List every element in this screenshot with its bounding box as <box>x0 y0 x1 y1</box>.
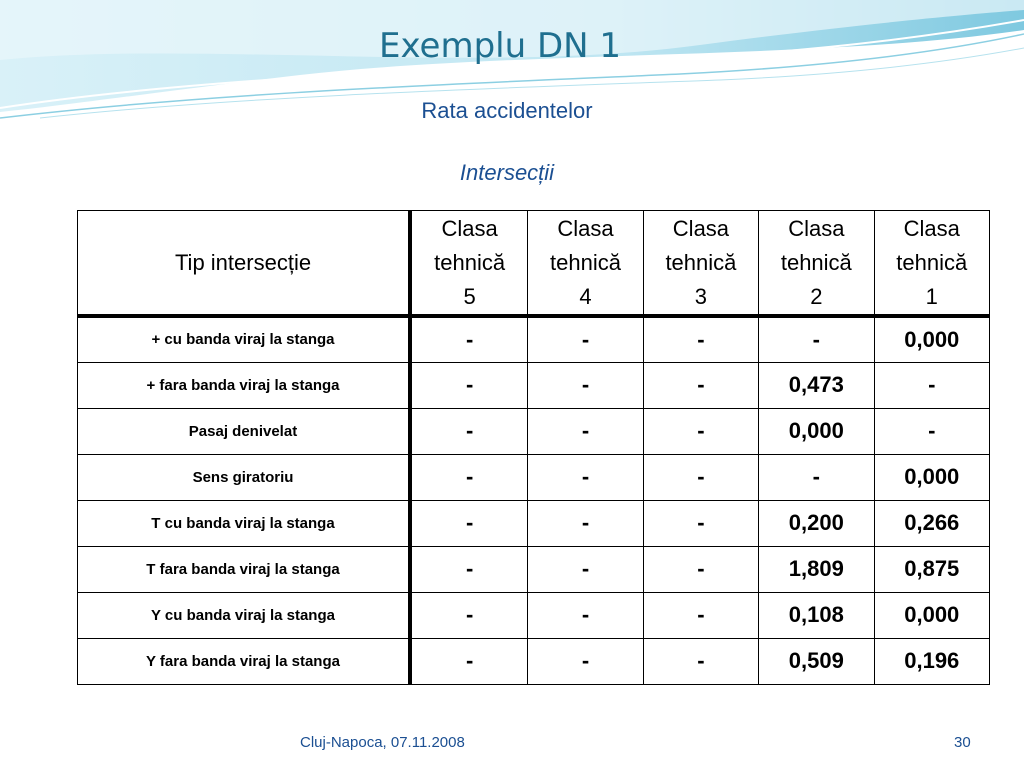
value-class-5: - <box>410 500 528 546</box>
value-class-3: - <box>643 638 758 684</box>
value-class-1: 0,266 <box>874 500 989 546</box>
value-class-3: - <box>643 500 758 546</box>
value-class-4: - <box>528 500 643 546</box>
value-class-1: 0,875 <box>874 546 989 592</box>
header-intersection-type: Tip intersecție <box>78 211 411 317</box>
intersection-type-cell: + cu banda viraj la stanga <box>78 316 411 362</box>
value-class-1: 0,000 <box>874 592 989 638</box>
value-class-4: - <box>528 546 643 592</box>
value-class-1: 0,000 <box>874 316 989 362</box>
intersection-type-cell: + fara banda viraj la stanga <box>78 362 411 408</box>
value-class-2: 0,509 <box>759 638 874 684</box>
table-row <box>78 638 990 684</box>
value-class-5: - <box>410 408 528 454</box>
header-class-2: Clasa tehnică 2 <box>759 211 874 317</box>
intersection-type-cell: Y cu banda viraj la stanga <box>78 592 411 638</box>
header-class-4: Clasa tehnică 4 <box>528 211 643 317</box>
table-row <box>78 362 990 408</box>
value-class-4: - <box>528 454 643 500</box>
intersection-type-cell: Y fara banda viraj la stanga <box>78 638 411 684</box>
table-header-row <box>78 211 990 317</box>
value-class-3: - <box>643 362 758 408</box>
slide-title: Exemplu DN 1 <box>378 26 622 66</box>
value-class-5: - <box>410 454 528 500</box>
intersection-type-cell: Pasaj denivelat <box>78 408 411 454</box>
value-class-1: 0,000 <box>874 454 989 500</box>
value-class-2: - <box>759 454 874 500</box>
intersection-type-cell: T fara banda viraj la stanga <box>78 546 411 592</box>
value-class-3: - <box>643 316 758 362</box>
header-class-3: Clasa tehnică 3 <box>643 211 758 317</box>
slide-number: 30 <box>954 734 971 751</box>
value-class-5: - <box>410 638 528 684</box>
footer-place-date: Cluj-Napoca, 07.11.2008 <box>300 734 465 751</box>
value-class-2: 0,108 <box>759 592 874 638</box>
table-row <box>78 454 990 500</box>
value-class-4: - <box>528 362 643 408</box>
section-heading: Intersecții <box>459 160 555 185</box>
value-class-4: - <box>528 638 643 684</box>
table-row <box>78 500 990 546</box>
table-row <box>78 316 990 362</box>
value-class-1: - <box>874 362 989 408</box>
value-class-5: - <box>410 362 528 408</box>
value-class-5: - <box>410 316 528 362</box>
header-class-1: Clasa tehnică 1 <box>874 211 989 317</box>
value-class-5: - <box>410 592 528 638</box>
value-class-3: - <box>643 454 758 500</box>
intersection-type-cell: Sens giratoriu <box>78 454 411 500</box>
header-class-5: Clasa tehnică 5 <box>410 211 528 317</box>
value-class-4: - <box>528 408 643 454</box>
value-class-2: 0,200 <box>759 500 874 546</box>
value-class-1: 0,196 <box>874 638 989 684</box>
intersection-type-cell: T cu banda viraj la stanga <box>78 500 411 546</box>
value-class-4: - <box>528 316 643 362</box>
value-class-5: - <box>410 546 528 592</box>
table-row <box>78 408 990 454</box>
value-class-3: - <box>643 408 758 454</box>
value-class-2: 0,000 <box>759 408 874 454</box>
value-class-2: 0,473 <box>759 362 874 408</box>
value-class-3: - <box>643 592 758 638</box>
slide-subtitle: Rata accidentelor <box>421 98 593 123</box>
value-class-1: - <box>874 408 989 454</box>
table-row <box>78 546 990 592</box>
value-class-4: - <box>528 592 643 638</box>
value-class-2: - <box>759 316 874 362</box>
accident-rate-table <box>77 210 990 685</box>
table-row <box>78 592 990 638</box>
value-class-2: 1,809 <box>759 546 874 592</box>
value-class-3: - <box>643 546 758 592</box>
